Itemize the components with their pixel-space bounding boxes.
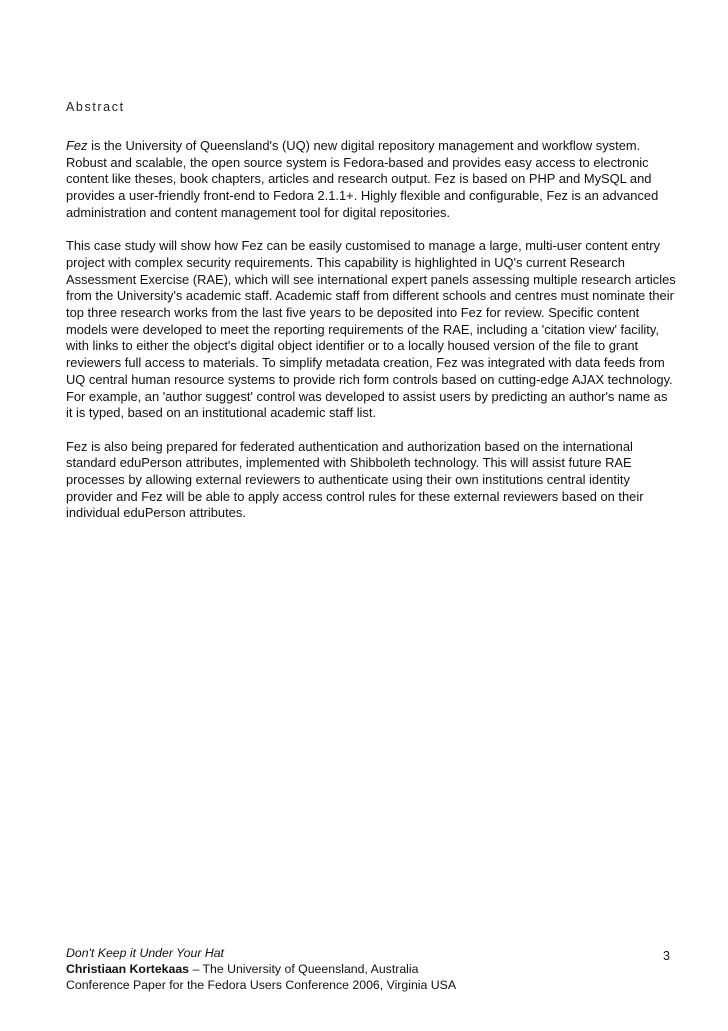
footer-author-line	[66, 961, 676, 977]
page-number: 3	[663, 949, 670, 963]
footer-author: Christiaan Kortekaas	[66, 962, 190, 976]
paragraph-2: This case study will show how Fez can be easily customised to manage a large, multi-user content entry project with complex security requirements. This capability is highlighted in UQ's current Research Assessment Exercise (RAE), which will see international expert panels assessing multiple research articles from the University's academic staff. Academic staff from different schools and centres must nominate their top three research works from the last five years to be deposited into Fez for review. Specific content models were developed to meet the reporting requirements of the RAE, including a 'citation view' facility, with links to either the object's digital object identifier or to a locally housed version of the file to grant reviewers full access to materials. To simplify metadata creation, Fez was integrated with data feeds from UQ central human resource systems to provide rich form controls based on cutting-edge AJAX technology. For example, an 'author suggest' control was developed to assist users by predicting an author's name as it is typed, based on an institutional academic staff list.	[66, 238, 676, 421]
fez-italic-lead: Fez	[66, 138, 88, 153]
abstract-body	[66, 138, 676, 539]
paragraph-1-text: is the University of Queensland's (UQ) new digital repository management and workflow system. Robust and scalable, the open source system is Fedora-based and provides easy access to electronic content like theses, book chapters, articles and research output. Fez is based on PHP and MySQL and provides a user-friendly front-end to Fedora 2.1.1+. Highly flexible and configurable, Fez is an advanced administration and content management tool for digital repositories.	[66, 138, 659, 220]
footer-conference: Conference Paper for the Fedora Users Conference 2006, Virginia USA	[66, 978, 457, 992]
page-footer	[66, 945, 676, 993]
footer-affiliation: – The University of Queensland, Australia	[189, 962, 419, 976]
paragraph-1	[66, 138, 676, 222]
paragraph-3: Fez is also being prepared for federated authentication and authorization based on the international standard eduPerson attributes, implemented with Shibboleth technology. This will assist future RAE processes by allowing external reviewers to authenticate using their own institutions central identity provider and Fez will be able to apply access control rules for these external reviewers based on their individual eduPerson attributes.	[66, 438, 644, 521]
abstract-heading: Abstract	[66, 100, 125, 114]
footer-title: Don't Keep it Under Your Hat	[66, 946, 224, 960]
